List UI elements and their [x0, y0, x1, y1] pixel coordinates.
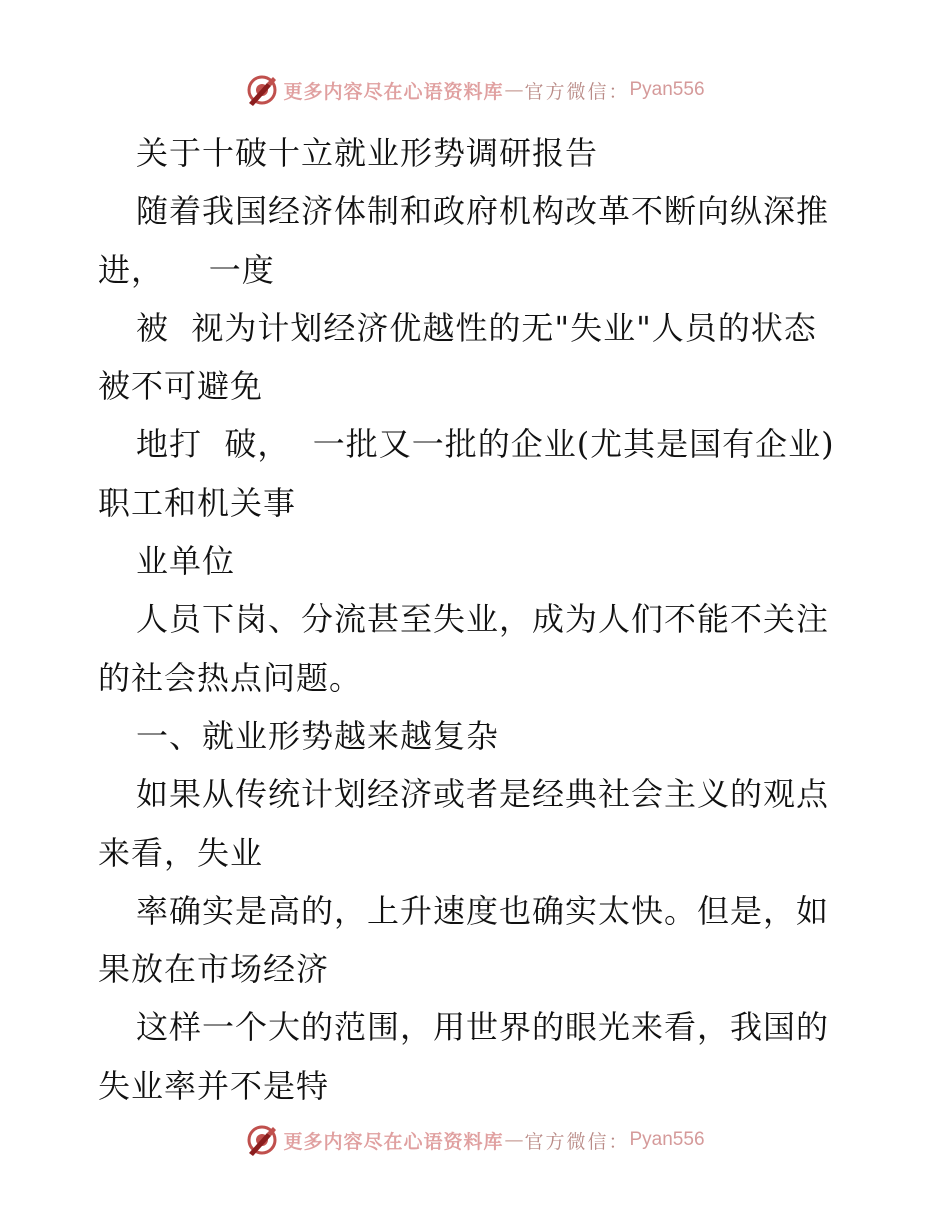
text-line: 随着我国经济体制和政府机构改革不断向纵深推 [136, 192, 830, 231]
banner-separator: — [504, 79, 524, 101]
banner-separator: — [504, 1129, 524, 1151]
text-line: 进， 一度 [98, 250, 275, 289]
document-body [98, 124, 858, 1115]
banner-wechat-label: 官方微信： [524, 80, 630, 103]
text-line: 的社会热点问题。 [98, 658, 363, 697]
text-line: 被不可避免 [98, 367, 264, 406]
text-line: 人员下岗、分流甚至失业，成为人们不能不关注 [136, 600, 830, 639]
document-title: 关于十破十立就业形势调研报告 [136, 134, 599, 172]
pen-on-circle-logo-icon [245, 73, 279, 107]
text-line: 职工和机关事 [98, 483, 297, 522]
section-heading: 一、就业形势越来越复杂 [136, 716, 500, 755]
banner-main-text: 更多内容尽在心语资料库 [283, 1130, 504, 1153]
banner-wechat-id: Pyan556 [629, 79, 705, 100]
text-line: 失业率并不是特 [98, 1066, 330, 1105]
banner-wechat-label: 官方微信： [524, 1130, 630, 1153]
text-line: 被 视为计划经济优越性的无"失业"人员的状态 [136, 308, 817, 347]
banner-wechat-id: Pyan556 [629, 1129, 705, 1150]
banner-main-text: 更多内容尽在心语资料库 [283, 80, 504, 103]
text-line: 率确实是高的，上升速度也确实太快。但是，如 [136, 891, 830, 930]
text-line: 业单位 [136, 542, 236, 581]
text-line: 来看，失业 [98, 833, 264, 872]
pen-on-circle-logo-icon [245, 1123, 279, 1157]
text-line: 这样一个大的范围，用世界的眼光来看，我国的 [136, 1008, 830, 1047]
text-line: 果放在市场经济 [98, 950, 330, 989]
header-banner[interactable] [0, 70, 950, 110]
footer-banner[interactable] [0, 1120, 950, 1160]
text-line: 地打 破， 一批又一批的企业(尤其是国有企业) [136, 425, 835, 464]
text-line: 如果从传统计划经济或者是经典社会主义的观点 [136, 775, 830, 814]
